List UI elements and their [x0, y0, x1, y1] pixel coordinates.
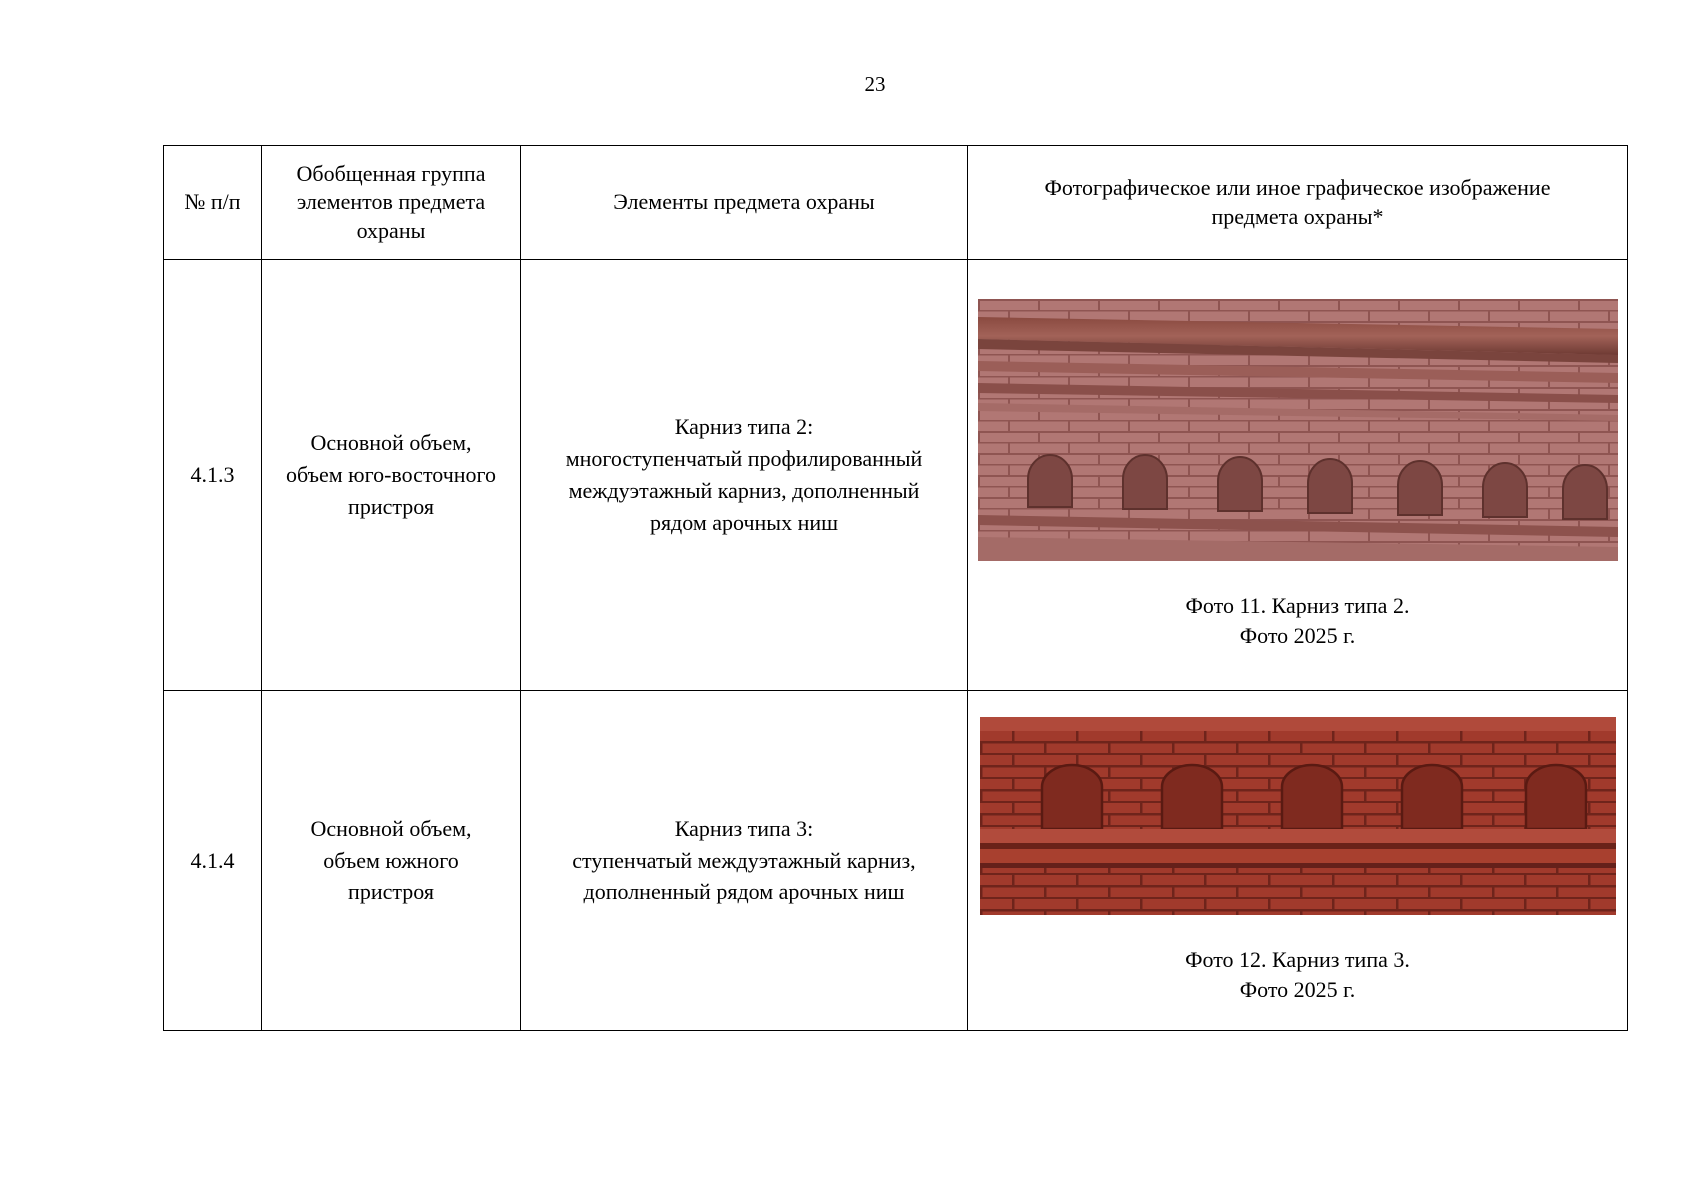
- row-group: Основной объем, объем южного пристроя: [262, 691, 521, 1031]
- table-header-row: [164, 146, 1628, 260]
- header-num: № п/п: [164, 146, 262, 260]
- row-group: Основной объем, объем юго-восточного пристроя: [262, 260, 521, 691]
- row-photo-cell: [968, 260, 1628, 691]
- table-row: [164, 260, 1628, 691]
- row-number: 4.1.3: [164, 260, 262, 691]
- photo-caption: Фото 12. Карниз типа 3. Фото 2025 г.: [1185, 946, 1410, 1002]
- cornice-type-3-photo: [980, 717, 1616, 915]
- row-elements: Карниз типа 2: многоступенчатый профилированный междуэтажный карниз, дополненный рядом арочных ниш: [521, 260, 968, 691]
- table-row: [164, 691, 1628, 1031]
- cornice-type-2-photo: [978, 299, 1618, 561]
- protection-table: [163, 145, 1628, 1031]
- row-photo-cell: [968, 691, 1628, 1031]
- header-group: Обобщенная группа элементов предмета охраны: [262, 146, 521, 260]
- row-number: 4.1.4: [164, 691, 262, 1031]
- page-number: 23: [864, 72, 886, 96]
- row-elements: Карниз типа 3: ступенчатый междуэтажный карниз, дополненный рядом арочных ниш: [521, 691, 968, 1031]
- header-elements: Элементы предмета охраны: [521, 146, 968, 260]
- photo-caption: Фото 11. Карниз типа 2. Фото 2025 г.: [1185, 593, 1410, 648]
- header-image: Фотографическое или иное графическое изображение предмета охраны*: [968, 146, 1628, 260]
